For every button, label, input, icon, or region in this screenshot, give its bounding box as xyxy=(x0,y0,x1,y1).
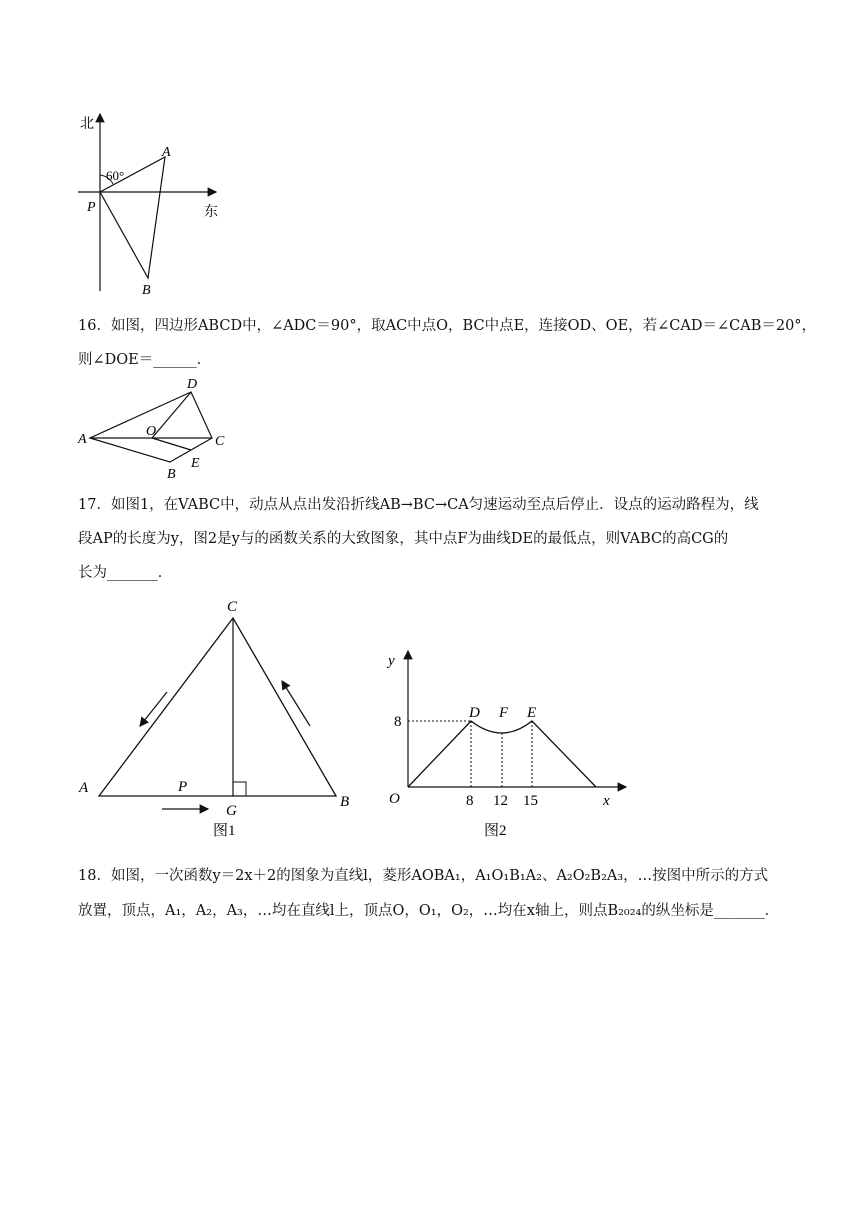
figure-1-triangle xyxy=(70,592,360,842)
label-c: C xyxy=(227,599,238,615)
y-axis-label: y xyxy=(388,653,395,669)
triangle-abc xyxy=(99,618,336,796)
q16-line-2: 则∠DOE＝______． xyxy=(78,352,212,368)
segment-oe xyxy=(152,438,191,450)
label-b: B xyxy=(340,794,350,810)
figure-2-graph xyxy=(380,645,635,845)
q17-line-3: 长为_______． xyxy=(78,565,173,581)
angle-label: 60° xyxy=(106,168,125,183)
figure-2-caption: 图2 xyxy=(484,823,507,839)
x-tick-8: 8 xyxy=(466,793,474,809)
arrow-c-to-a xyxy=(140,692,167,726)
label-o: O xyxy=(146,424,157,439)
compass-figure xyxy=(70,108,230,298)
x-tick-12: 12 xyxy=(493,793,508,809)
label-c: C xyxy=(215,434,225,449)
q17-line-1: 17．如图1，在VABC中，动点从点出发沿折线AB→BC→CA匀速运动至点后停止．设点的运动路程为，线 xyxy=(78,497,759,513)
label-b: B xyxy=(167,467,176,482)
label-a: A xyxy=(79,780,89,796)
label-g: G xyxy=(226,803,237,819)
quadrilateral-figure xyxy=(74,372,234,482)
arrow-b-to-c xyxy=(282,681,310,726)
point-e-label: E xyxy=(527,705,537,721)
origin-label: O xyxy=(389,791,400,807)
q18-line-1: 18．如图，一次函数y＝2x＋2的图象为直线l，菱形AOBA₁，A₁O₁B₁A₂、A₂O₂B₂A₃，…按图中所示的方式 xyxy=(78,868,769,884)
label-a: A xyxy=(78,432,87,447)
east-label: 东 xyxy=(204,205,218,220)
y-tick-8: 8 xyxy=(394,714,402,730)
point-b-label: B xyxy=(142,283,151,298)
figure-1-caption: 图1 xyxy=(213,823,236,839)
x-tick-15: 15 xyxy=(523,793,538,809)
q18-line-2: 放置，顶点，A₁，A₂，A₃，…均在直线l上，顶点O，O₁，O₂，…均在x轴上，则点B₂₀₂₄的纵坐标是_______． xyxy=(78,903,780,919)
label-e: E xyxy=(191,456,200,471)
point-a-label: A xyxy=(162,145,171,160)
label-p: P xyxy=(178,779,188,795)
point-f-label: F xyxy=(499,705,509,721)
right-angle-mark xyxy=(233,782,246,796)
x-axis-label: x xyxy=(603,793,610,809)
q17-line-2: 段AP的长度为y，图2是y与的函数关系的大致图象，其中点F为曲线DE的最低点，则VABC的高CG的 xyxy=(78,531,729,547)
q16-line-1: 16．如图，四边形ABCD中，∠ADC＝90°，取AC中点O，BC中点E，连接OD、OE，若∠CAD＝∠CAB＝20°， xyxy=(78,318,817,334)
segment-od xyxy=(152,392,191,438)
point-p-label: P xyxy=(87,200,96,215)
north-label: 北 xyxy=(80,117,94,132)
label-d: D xyxy=(187,377,198,392)
point-d-label: D xyxy=(469,705,480,721)
